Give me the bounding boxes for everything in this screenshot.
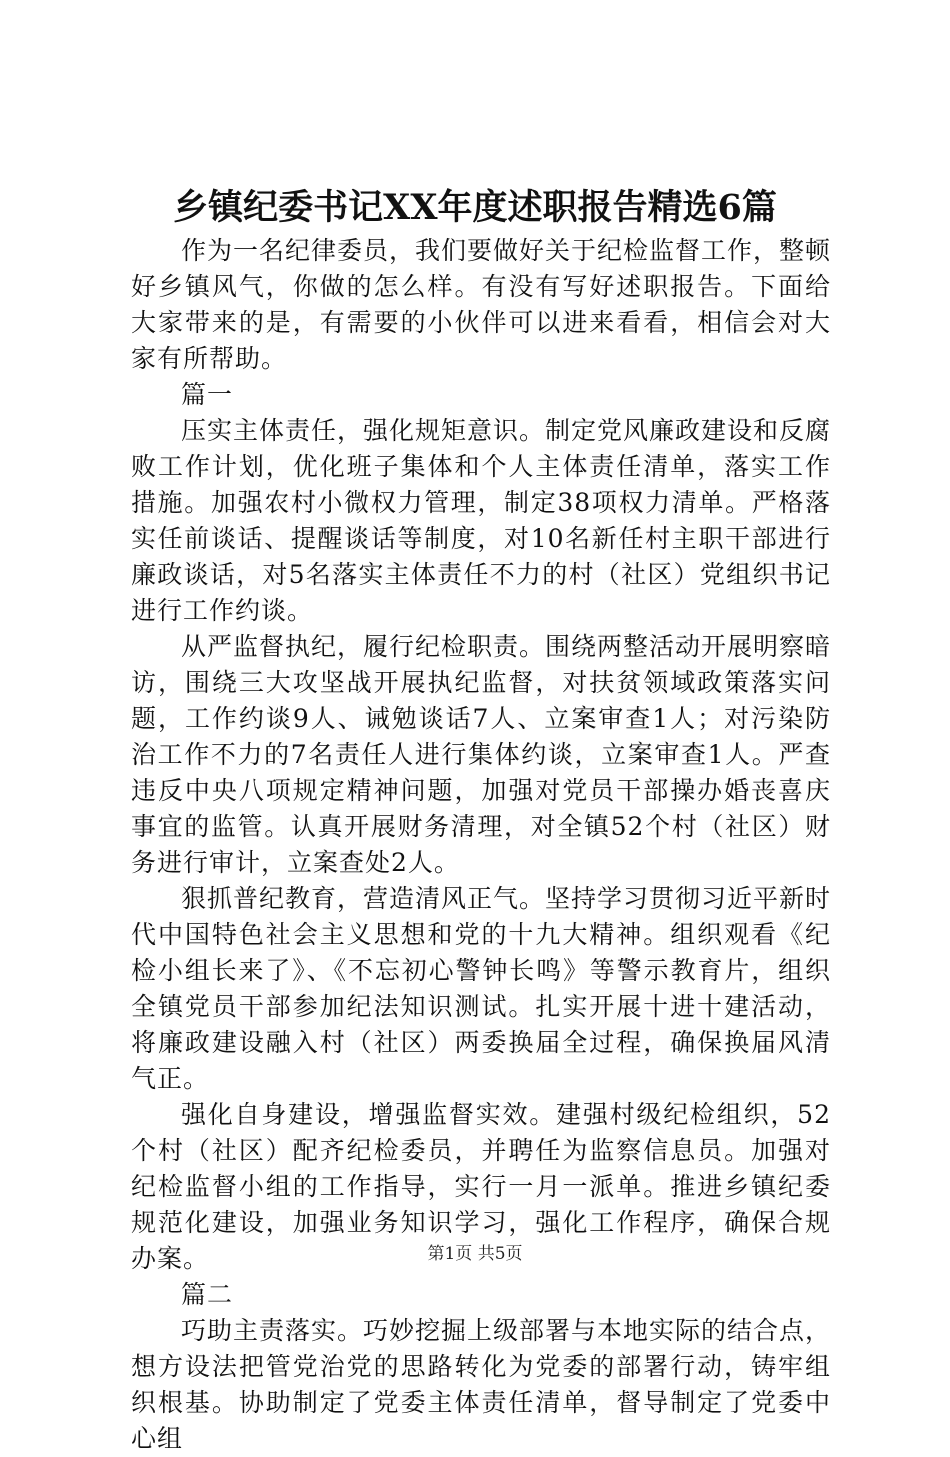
document-title: 乡镇纪委书记XX年度述职报告精选6篇 <box>173 187 777 228</box>
section-heading-one: 篇一 <box>181 380 234 409</box>
body-paragraph: 压实主体责任，强化规矩意识。制定党风廉政建设和反腐败工作计划，优化班子集体和个人主体责任清单，落实工作措施。加强农村小微权力管理，制定38项权力清单。严格落实任前谈话、提醒谈话等制度，对10名新任村主职干部进行廉政谈话，对5名落实主体责任不力的村（社区）党组织书记进行工作约谈。 <box>131 416 832 625</box>
intro-paragraph: 作为一名纪律委员，我们要做好关于纪检监督工作，整顿好乡镇风气，你做的怎么样。有没有写好述职报告。下面给大家带来的是，有需要的小伙伴可以进来看看，相信会对大家有所帮助。 <box>131 236 832 373</box>
page-footer: 第1页 共5页 <box>427 1244 523 1264</box>
body-paragraph: 强化自身建设，增强监督实效。建强村级纪检组织，52个村（社区）配齐纪检委员，并聘任为监察信息员。加强对纪检监督小组的工作指导，实行一月一派单。推进乡镇纪委规范化建设，加强业务知识学习，强化工作程序，确保合规办案。 <box>131 1100 831 1273</box>
body-paragraph: 从严监督执纪，履行纪检职责。围绕两整活动开展明察暗访，围绕三大攻坚战开展执纪监督，对扶贫领域政策落实问题，工作约谈9人、诫勉谈话7人、立案审查1人；对污染防治工作不力的7名责任人进行集体约谈，立案审查1人。严查违反中央八项规定精神问题，加强对党员干部操办婚丧喜庆事宜的监管。认真开展财务清理，对全镇52个村（社区）财务进行审计，立案查处2人。 <box>131 632 832 877</box>
body-paragraph: 狠抓普纪教育，营造清风正气。坚持学习贯彻习近平新时代中国特色社会主义思想和党的十九大精神。组织观看《纪检小组长来了》、《不忘初心警钟长鸣》等警示教育片，组织全镇党员干部参加纪法知识测试。扎实开展十进十建活动，将廉政建设融入村（社区）两委换届全过程，确保换届风清气正。 <box>131 884 832 1093</box>
document-body <box>131 233 831 1457</box>
section-heading-two: 篇二 <box>181 1280 234 1309</box>
body-paragraph: 巧助主责落实。巧妙挖掘上级部署与本地实际的结合点，想方设法把管党治党的思路转化为党委的部署行动，铸牢组织根基。协助制定了党委主体责任清单，督导制定了党委中心组 <box>131 1316 832 1453</box>
